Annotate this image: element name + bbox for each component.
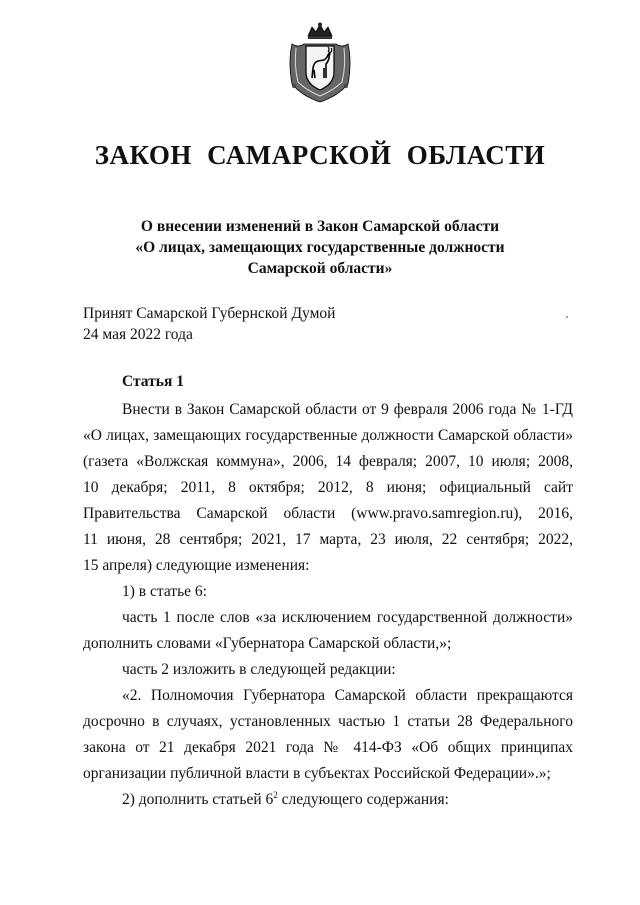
scan-speck	[566, 316, 568, 318]
article-text-line: 15 апреля) следующие изменения:	[83, 557, 310, 574]
item-1-label: 1) в статье 6:	[122, 583, 207, 600]
article-text-line: часть 1 после слов «за исключением государственной должности»	[122, 609, 573, 626]
adoption-body: Принят Самарской Губернской Думой	[83, 305, 336, 322]
subject-line: О внесении изменений в Закон Самарской области	[140, 218, 500, 235]
adoption-date: 24 мая 2022 года	[83, 326, 193, 343]
article-text-line: 10 декабря; 2011, 8 октября; 2012, 8 июня; официальный сайт	[83, 479, 573, 496]
item-2-superscript: 2	[273, 789, 278, 800]
article-text-line: 11 июня, 28 сентября; 2021, 17 марта, 23 июля, 22 сентября; 2022,	[83, 531, 573, 548]
article-text-line: закона от 21 декабря 2021 года № 414-ФЗ «Об общих принципах	[83, 739, 573, 756]
article-text-line: организации публичной власти в субъектах Российской Федерации».»;	[83, 765, 551, 782]
article-text-line: «2. Полномочия Губернатора Самарской области прекращаются	[122, 687, 573, 704]
subject-line: Самарской области»	[247, 260, 393, 277]
coat-of-arms-icon	[284, 22, 356, 104]
article-text-line: досрочно в случаях, установленных частью 1 статьи 28 Федерального	[83, 713, 573, 730]
item-2-text-end: следующего содержания:	[277, 791, 449, 808]
article-text-line: «О лицах, замещающих государственные должности Самарской области»	[83, 427, 573, 444]
article-heading: Статья 1	[122, 373, 184, 390]
law-subject	[0, 216, 640, 279]
part-2-intro: часть 2 изложить в следующей редакции:	[122, 661, 396, 678]
article-body	[83, 397, 573, 813]
law-title: ЗАКОН САМАРСКОЙ ОБЛАСТИ	[94, 140, 546, 170]
article-text-line: Внести в Закон Самарской области от 9 февраля 2006 года № 1-ГД	[122, 401, 573, 418]
subject-line: «О лицах, замещающих государственные должности	[135, 239, 505, 256]
article-text-line: (газета «Волжская коммуна», 2006, 14 февраля; 2007, 10 июля; 2008,	[83, 453, 573, 470]
item-2-label	[83, 787, 573, 813]
article-text-line: Правительства Самарской области (www.pravo.samregion.ru), 2016,	[83, 505, 573, 522]
item-2-text: 2) дополнить статьей 6	[122, 791, 274, 808]
adoption-block	[83, 303, 335, 345]
article-text-line: дополнить словами «Губернатора Самарской области,»;	[83, 635, 452, 652]
